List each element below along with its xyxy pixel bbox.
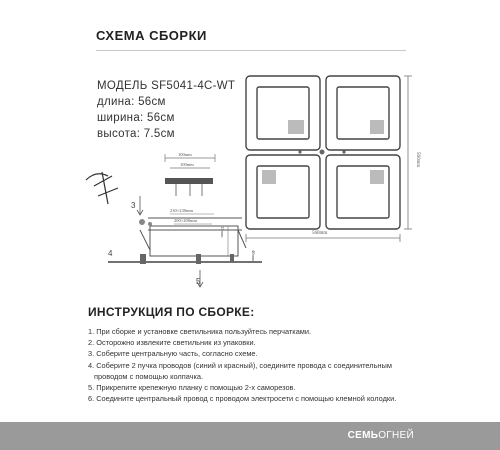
spec-width: ширина: 56см [97, 112, 175, 124]
instruction-step: 3. Соберите центральную часть, согласно схеме. [88, 349, 258, 359]
step-num-4: 4 [108, 249, 113, 258]
instruction-step: 5. Прикрепите крепежную планку с помощью 2-х саморезов. [88, 383, 296, 393]
footer-bar [0, 422, 500, 450]
dim-mid-2: 200×200mm [174, 218, 198, 223]
instructions-list [88, 326, 418, 404]
step-num-5: 5 [196, 277, 201, 286]
dim-top-2: 100mm [180, 162, 194, 167]
instruction-step: 6. Соедините центральный провод с проводом электросети с помощью клемной колодки. [88, 394, 397, 404]
dim-side-2: 40mm [251, 250, 256, 262]
dim-top-1: 100mm [178, 152, 192, 157]
spec-height: высота: 7.5см [97, 128, 175, 140]
brand-logo [348, 430, 414, 441]
step-num-3: 3 [131, 201, 136, 210]
brand-bold: СЕМЬ [347, 430, 379, 441]
page-title: СХЕМА СБОРКИ [96, 28, 207, 43]
instruction-step-continuation: проводом с помощью колпачка. [94, 371, 204, 381]
dim-mid-1: 230×230mm [170, 208, 194, 213]
dim-width-label: 560mm [312, 231, 328, 236]
brand-light: ОГНЕЙ [378, 430, 414, 441]
instruction-step: 1. При сборке и установке светильника пользуйтесь перчатками. [88, 327, 312, 336]
spec-length: длина: 56см [97, 96, 166, 108]
instruction-step: 2. Осторожно извлеките светильник из упаковки. [88, 338, 256, 348]
dim-height-label: 560mm [415, 152, 420, 168]
instructions-title: ИНСТРУКЦИЯ ПО СБОРКЕ: [88, 305, 255, 319]
dim-side-1: 35mm [220, 226, 225, 238]
spec-model: МОДЕЛЬ SF5041-4C-WT [97, 80, 236, 92]
instruction-step: 4. Соберите 2 пучка проводов (синий и красный), соедините провода с соединительным [88, 360, 392, 370]
